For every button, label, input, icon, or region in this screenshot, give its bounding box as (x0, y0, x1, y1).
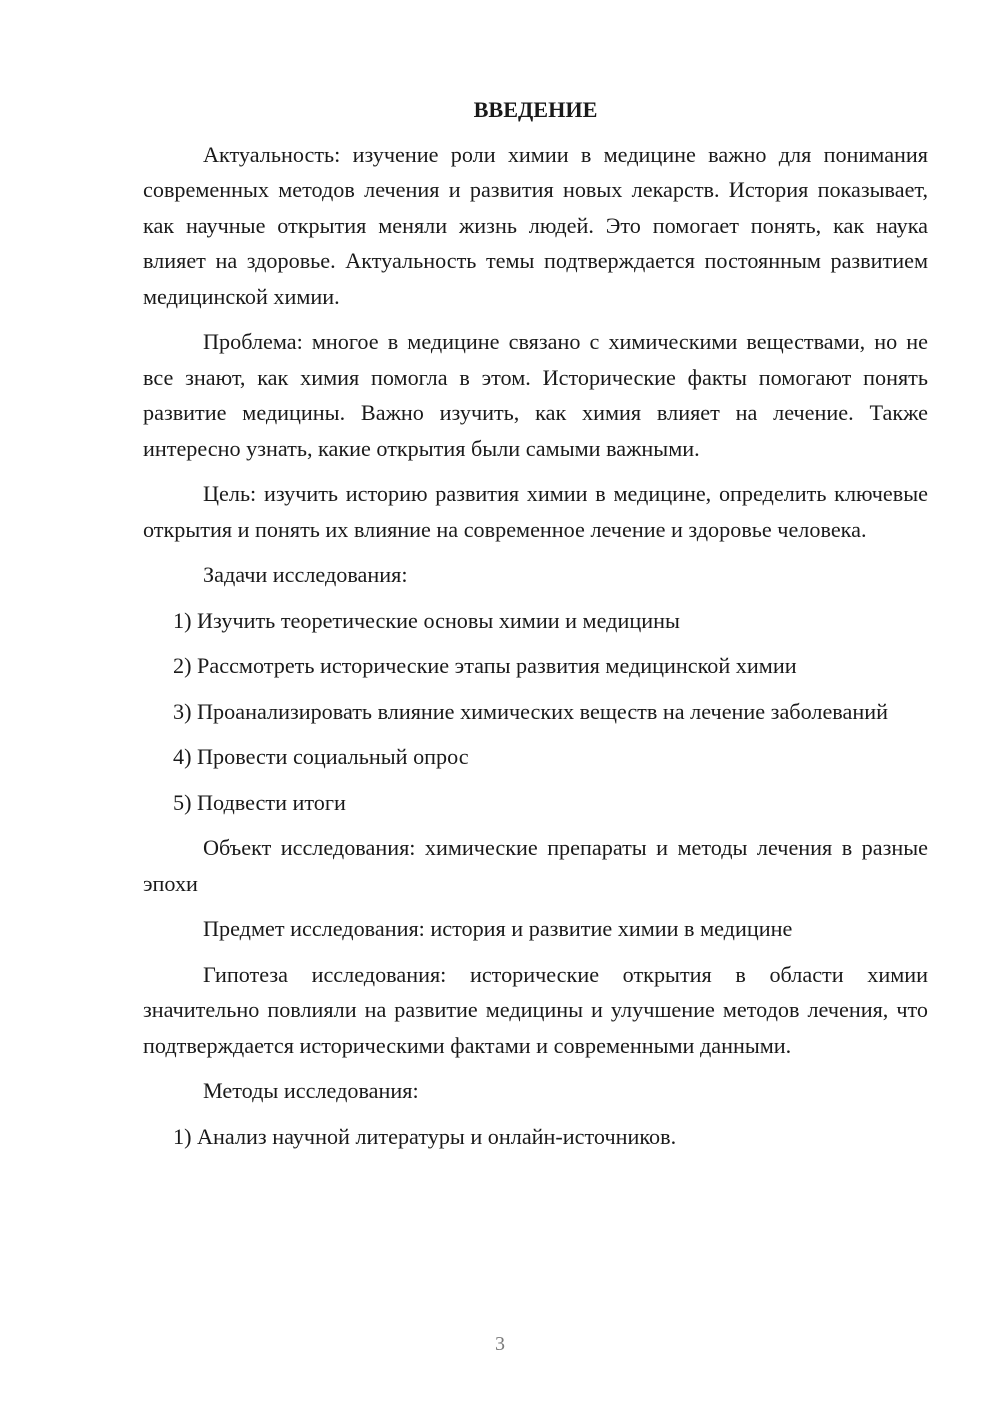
document-page (143, 92, 928, 1164)
task-item-2: 2) Рассмотреть исторические этапы развития медицинской химии (173, 653, 797, 678)
method-item-1: 1) Анализ научной литературы и онлайн-источников. (173, 1123, 677, 1149)
task-item-5: 5) Подвести итоги (173, 789, 346, 815)
paragraph-object: Объект исследования: химические препараты и методы лечения в разные эпохи (143, 835, 928, 896)
page-title: ВВЕДЕНИЕ (473, 97, 598, 122)
page-number: 3 (495, 1333, 505, 1355)
task-item-4: 4) Провести социальный опрос (173, 744, 469, 769)
task-item-1: 1) Изучить теоретические основы химии и медицины (173, 607, 680, 633)
paragraph-subject: Предмет исследования: история и развитие химии в медицине (203, 916, 793, 941)
paragraph-goal: Цель: изучить историю развития химии в медицине, определить ключевые открытия и понять их влияние на современное лечение и здоровье человека. (143, 481, 928, 542)
paragraph-problem: Проблема: многое в медицине связано с химическими веществами, но не все знают, как химия помогла в этом. Исторические факты помогают понять развитие медицины. Важно изучить, как химия влияет на лечение. Также интересно узнать, какие открытия были самыми важными. (143, 329, 928, 461)
paragraph-relevance: Актуальность: изучение роли химии в медицине важно для понимания современных методов лечения и развития новых лекарств. История показывает, как научные открытия меняли жизнь людей. Это помогает понять, как наука влияет на здоровье. Актуальность темы подтверждается постоянным развитием медицинской химии. (143, 141, 928, 309)
paragraph-hypothesis: Гипотеза исследования: исторические открытия в области химии значительно повлияли на развитие медицины и улучшение методов лечения, что подтверждается историческими фактами и современными данными. (143, 961, 928, 1058)
tasks-heading: Задачи исследования: (203, 562, 408, 587)
methods-heading: Методы исследования: (203, 1078, 419, 1103)
task-item-3: 3) Проанализировать влияние химических веществ на лечение заболеваний (173, 698, 888, 724)
